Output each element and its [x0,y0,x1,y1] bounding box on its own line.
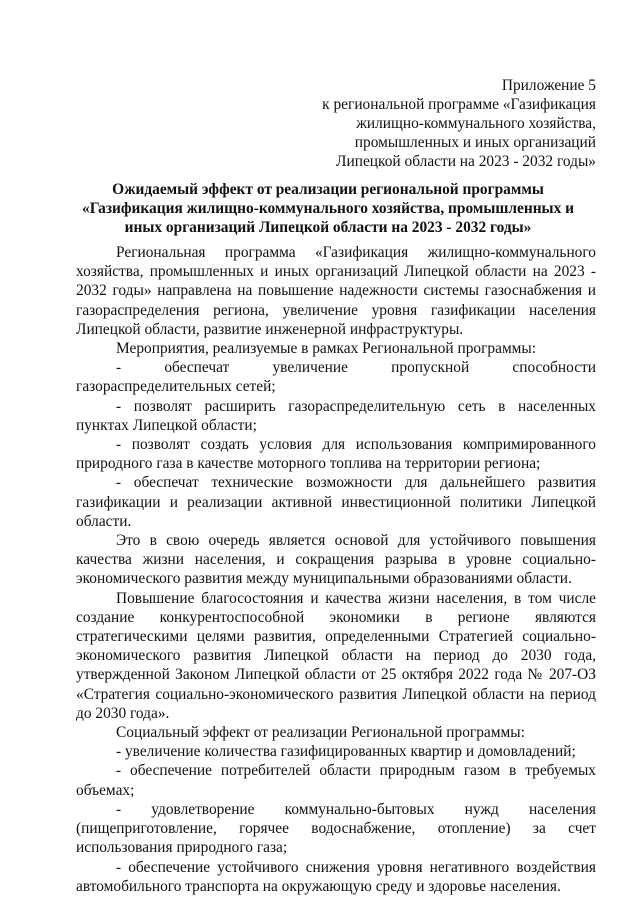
paragraph: Социальный эффект от реализации Региональной программы: [116,724,525,742]
list-item: - обеспечение устойчивого снижения уровня негативного воздействия автомобильного транспорта на окружающую среду и здоровье населения. [76,858,596,895]
list-item: - обеспечат увеличение пропускной способности газораспределительных сетей; [76,359,596,396]
appendix-line: промышленных и иных организаций [354,134,596,151]
paragraph: Это в свою очередь является основой для устойчивого повышения качества жизни населения, и сокращения разрыва в уровне социально-экономического развития между муниципальными образованиями области. [76,532,596,588]
appendix-line: Липецкой области на 2023 - 2032 годы» [336,153,596,170]
list-item: - увеличение количества газифицированных квартир и домовладений; [116,743,576,761]
appendix-line: Приложение 5 [501,77,596,94]
list-item: - обеспечат технические возможности для дальнейшего развития газификации и реализации активной инвестиционной политики Липецкой области. [76,474,596,530]
paragraph: Региональная программа «Газификация жилищно-коммунального хозяйства, промышленных и иных организаций Липецкой области на 2023 - 2032 годы» направлена на повышение надежности системы газоснабжения и газораспределения региона, увеличение уровня газификации населения Липецкой области, развитие инженерной инфраструктуры. [76,244,596,338]
list-item: - удовлетворение коммунально-бытовых нужд населения (пищеприготовление, горячее водоснабжение, отопление) за счет использования природного газа; [76,800,596,857]
document-body [76,243,596,896]
paragraph: Повышение благосостояния и качества жизни населения, в том числе создание конкурентоспособной экономики в регионе являются стратегическими целями развития, определенными Стратегией социально-экономического развития Липецкой области на период до 2030 года, утвержденной Законом Липецкой области от 25 октября 2022 года № 207-ОЗ «Стратегия социально-экономического развития Липецкой области на период до 2030 года». [76,589,596,722]
paragraph: Мероприятия, реализуемые в рамках Региональной программы: [116,340,537,358]
title-line: Ожидаемый эффект от реализации региональной программы [112,181,544,198]
list-item: - позволят создать условия для использования компримированного природного газа в качестве моторного топлива на территории региона; [76,436,596,473]
appendix-line: жилищно-коммунального хозяйства, [356,115,596,132]
title-line: «Газификация жилищно-коммунального хозяйства, промышленных и [82,200,574,217]
document-title [60,180,596,237]
list-item: - обеспечение потребителей области природным газом в требуемых объемах; [76,762,596,799]
title-line: иных организаций Липецкой области на 2023 - 2032 годы» [124,219,532,236]
list-item: - позволят расширить газораспределительную сеть в населенных пунктах Липецкой области; [76,397,596,434]
appendix-header [322,76,596,171]
appendix-line: к региональной программе «Газификация [322,96,596,113]
